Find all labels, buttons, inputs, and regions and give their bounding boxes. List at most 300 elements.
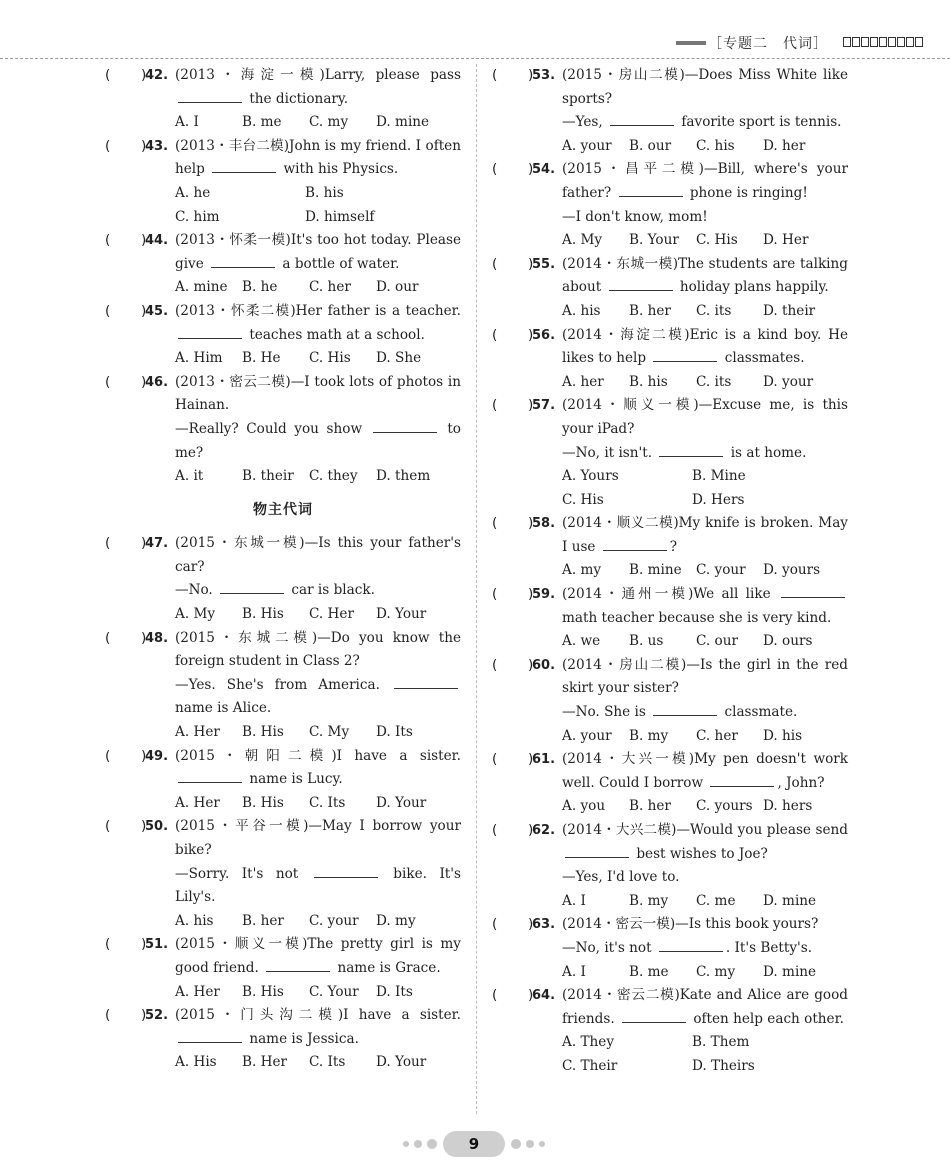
answer-option[interactable]: D. her	[763, 137, 806, 154]
question-item: ( ) 45. (2013・怀柔二模)Her father is a teacher. teaches math at a school. A. Him B. He C. His D. She	[105, 300, 461, 371]
question-stem	[175, 1004, 461, 1051]
answer-options	[562, 465, 848, 512]
answer-option[interactable]: C. His	[562, 491, 604, 508]
answer-options	[562, 229, 848, 253]
question-stem-reply	[562, 937, 848, 961]
answer-option[interactable]: B. he	[242, 279, 278, 296]
answer-bracket[interactable]: ( )	[492, 586, 534, 603]
question-number: 56	[532, 327, 551, 343]
answer-blank[interactable]	[178, 770, 242, 783]
header-box	[843, 37, 851, 47]
question-text: (2015・门头沟二模)I have a sister.	[175, 1007, 461, 1024]
answer-bracket[interactable]: ( )	[105, 373, 147, 390]
question-text: best wishes to Joe?	[632, 845, 768, 862]
question-text: (2014・海淀二模)Eric is a kind boy. He likes to help	[562, 326, 848, 367]
answer-option[interactable]: A. her	[562, 373, 604, 390]
section-title: 物主代词	[253, 501, 313, 518]
answer-options	[562, 961, 848, 985]
answer-option[interactable]: D. Your	[376, 794, 427, 811]
answer-blank[interactable]	[314, 865, 378, 878]
answer-option[interactable]: D. hers	[763, 798, 813, 815]
answer-option[interactable]: D. our	[376, 279, 419, 296]
answer-option[interactable]: A. His	[175, 1054, 217, 1071]
answer-options	[562, 890, 848, 914]
question-text: teaches math at a school.	[245, 326, 425, 343]
dot-decoration	[403, 1141, 409, 1147]
question-number: 49	[145, 748, 164, 764]
answer-option[interactable]: A. Her	[175, 724, 220, 741]
question-text: , John?	[777, 774, 825, 791]
question-text: with his Physics.	[279, 161, 399, 178]
answer-option[interactable]: C. our	[696, 633, 738, 650]
question-stem	[562, 748, 848, 795]
answer-option[interactable]: B. her	[629, 798, 671, 815]
answer-bracket[interactable]: ( )	[492, 656, 534, 673]
question-stem	[175, 933, 461, 980]
answer-bracket[interactable]: ( )	[105, 818, 147, 835]
answer-option[interactable]: B. He	[242, 350, 281, 367]
answer-option[interactable]: A. your	[562, 137, 612, 154]
answer-option[interactable]: D. their	[763, 302, 816, 319]
right-column	[492, 64, 848, 1079]
question-text: —No, it isn't.	[562, 444, 657, 461]
answer-options	[175, 182, 461, 229]
answer-option[interactable]: D. Your	[376, 606, 427, 623]
question-text: (2013・怀柔一模)It's too hot today. Please give	[175, 232, 461, 272]
question-text: —Yes. She's from America.	[175, 676, 391, 693]
answer-option[interactable]: D. mine	[376, 114, 430, 131]
header-title: ［专题二 代词］	[708, 36, 828, 52]
answer-blank[interactable]	[653, 349, 717, 362]
header-box	[852, 37, 860, 47]
question-stem	[562, 512, 848, 559]
answer-option[interactable]: A. his	[562, 302, 601, 319]
answer-options	[562, 630, 848, 654]
question-stem	[562, 654, 848, 701]
answer-option[interactable]: D. She	[376, 350, 422, 367]
question-stem	[562, 583, 848, 630]
question-stem	[175, 135, 461, 182]
question-text: holiday plans happily.	[675, 279, 829, 296]
question-stem	[562, 64, 848, 111]
question-stem-reply	[562, 866, 848, 890]
answer-option[interactable]: A. you	[562, 798, 606, 815]
question-stem-reply	[562, 111, 848, 135]
answer-option[interactable]: D. your	[763, 373, 814, 390]
answer-option[interactable]: D. Her	[763, 232, 809, 249]
answer-bracket[interactable]: ( )	[105, 232, 147, 249]
answer-option[interactable]: A. They	[562, 1034, 615, 1051]
answer-option[interactable]: A. Yours	[562, 468, 619, 485]
page-header	[0, 0, 950, 59]
answer-options	[562, 300, 848, 324]
question-number: 58	[532, 516, 551, 532]
answer-option[interactable]: B. his	[305, 184, 344, 201]
answer-bracket[interactable]: ( )	[105, 1007, 147, 1024]
answer-option[interactable]: B. His	[242, 724, 284, 741]
answer-option[interactable]: C. your	[696, 562, 746, 579]
answer-bracket[interactable]: ( )	[105, 629, 147, 646]
answer-blank[interactable]	[781, 585, 845, 598]
question-stem-reply	[175, 579, 461, 603]
answer-blank[interactable]	[622, 1010, 686, 1023]
answer-blank[interactable]	[178, 1030, 242, 1043]
column-divider	[476, 64, 477, 1114]
answer-bracket[interactable]: ( )	[492, 751, 534, 768]
question-text: (2013・丰台二模)John is my friend. I often help	[175, 137, 461, 178]
header-box	[897, 37, 905, 47]
question-text: favorite sport is tennis.	[677, 114, 842, 131]
answer-option[interactable]: C. your	[309, 912, 359, 929]
question-number: 45	[145, 303, 164, 319]
question-number: 48	[145, 630, 164, 646]
question-stem	[562, 913, 848, 937]
question-text: to me?	[175, 420, 461, 461]
question-text: (2014・通州一模)We all like	[562, 586, 778, 603]
answer-option[interactable]: B. Them	[692, 1034, 750, 1051]
question-stem	[175, 532, 461, 579]
answer-blank[interactable]	[619, 184, 683, 197]
dot-decoration	[414, 1140, 422, 1148]
question-item: ( ) 53. (2015・房山二模)—Does Miss White like sports? —Yes, favorite sport is tennis. A. your B. our C. his D. her	[492, 64, 848, 158]
answer-option[interactable]: C. Your	[309, 983, 359, 1000]
answer-bracket[interactable]: ( )	[105, 936, 147, 953]
answer-option[interactable]: C. its	[696, 373, 732, 390]
answer-blank[interactable]	[659, 444, 723, 457]
question-item: ( ) 60. (2014・房山二模)—Is the girl in the red skirt your sister? —No. She is classmate. A. your B. my C. her D. his	[492, 654, 848, 748]
question-text: is at home.	[726, 444, 807, 461]
answer-blank[interactable]	[266, 959, 330, 972]
answer-option[interactable]: B. Mine	[692, 468, 746, 485]
question-stem	[175, 229, 461, 276]
question-text: classmates.	[720, 350, 805, 367]
question-stem	[175, 371, 461, 418]
question-stem	[562, 324, 848, 371]
answer-option[interactable]: B. my	[629, 892, 669, 909]
answer-option[interactable]: D. Theirs	[692, 1057, 755, 1074]
answer-options	[562, 371, 848, 395]
answer-bracket[interactable]: ( )	[492, 326, 534, 343]
answer-option[interactable]: C. its	[696, 302, 732, 319]
answer-option[interactable]: D. my	[376, 912, 416, 929]
answer-option[interactable]: D. himself	[305, 208, 375, 225]
answer-bracket[interactable]: ( )	[492, 255, 534, 272]
question-item: ( ) 63. (2014・密云一模)—Is this book yours? —No, it's not . It's Betty's. A. I B. me C. my D. mine	[492, 913, 848, 984]
answer-option[interactable]: A. I	[562, 963, 586, 980]
answer-blank[interactable]	[178, 326, 242, 339]
question-number: 55	[532, 256, 551, 272]
answer-option[interactable]: C. my	[309, 114, 349, 131]
answer-option[interactable]: A. I	[175, 114, 199, 131]
header-box	[861, 37, 869, 47]
question-text: classmate.	[720, 704, 798, 721]
question-text: —No, it's not	[562, 939, 656, 956]
question-text: (2013・怀柔二模)Her father is a teacher.	[175, 302, 461, 319]
answer-option[interactable]: C. His	[696, 232, 738, 249]
answer-options	[175, 603, 461, 627]
header-box	[915, 37, 923, 47]
question-stem	[562, 394, 848, 441]
answer-blank[interactable]	[710, 774, 774, 787]
question-text: (2014・房山二模)—Is the girl in the red skirt your sister?	[562, 656, 848, 697]
answer-blank[interactable]	[565, 845, 629, 858]
answer-options	[175, 721, 461, 745]
answer-option[interactable]: D. them	[376, 468, 431, 485]
question-item: ( ) 49. (2015・朝阳二模)I have a sister. name is Lucy. A. Her B. His C. Its D. Your	[105, 745, 461, 816]
answer-option[interactable]: A. I	[562, 892, 586, 909]
answer-bracket[interactable]: ( )	[492, 161, 534, 178]
answer-option[interactable]: D. Hers	[692, 491, 745, 508]
answer-option[interactable]: B. her	[629, 302, 671, 319]
question-text: —Yes, I'd love to.	[562, 869, 680, 886]
question-text: name is Lucy.	[245, 771, 343, 788]
question-text: name is Alice.	[175, 700, 272, 717]
question-text: often help each other.	[689, 1010, 844, 1027]
answer-option[interactable]: D. ours	[763, 633, 813, 650]
answer-options	[175, 276, 461, 300]
answer-option[interactable]: D. mine	[763, 892, 817, 909]
question-text: name is Jessica.	[245, 1030, 359, 1047]
answer-option[interactable]: D. Its	[376, 983, 413, 1000]
answer-option[interactable]: B. His	[242, 606, 284, 623]
answer-options	[175, 1051, 461, 1075]
question-stem	[175, 300, 461, 347]
question-item: ( ) 64. (2014・密云二模)Kate and Alice are good friends. often help each other. A. They B. Them C. Their D. Theirs	[492, 984, 848, 1078]
answer-blank[interactable]	[653, 703, 717, 716]
answer-option[interactable]: A. Him	[175, 350, 223, 367]
answer-option[interactable]: B. me	[242, 114, 282, 131]
question-item: ( ) 48. (2015・东城二模)—Do you know the foreign student in Class 2? —Yes. She's from America. name is Alice. A. Her B. His C. My D. Its	[105, 627, 461, 745]
question-number: 50	[145, 819, 164, 835]
answer-option[interactable]: D. his	[763, 727, 803, 744]
question-number: 46	[145, 374, 164, 390]
question-item: ( ) 43. (2013・丰台二模)John is my friend. I often help with his Physics. A. he B. his C. him D. himself	[105, 135, 461, 229]
question-text: phone is ringing!	[685, 184, 808, 201]
answer-option[interactable]: B. us	[629, 633, 664, 650]
answer-option[interactable]: C. My	[309, 724, 350, 741]
answer-bracket[interactable]: ( )	[105, 747, 147, 764]
answer-bracket[interactable]: ( )	[105, 67, 147, 83]
answer-option[interactable]: B. His	[242, 794, 284, 811]
answer-option[interactable]: C. her	[696, 727, 738, 744]
answer-blank[interactable]	[211, 255, 275, 268]
answer-bracket[interactable]: ( )	[492, 397, 534, 414]
header-box	[906, 37, 914, 47]
answer-options	[562, 725, 848, 749]
question-text: (2014・大兴一模)My pen doesn't work well. Could I borrow	[562, 751, 848, 791]
question-number: 61	[532, 752, 551, 768]
answer-option[interactable]: C. Her	[309, 606, 354, 623]
question-text: (2014・大兴二模)—Would you please send	[562, 822, 848, 838]
answer-options	[562, 1031, 848, 1078]
answer-bracket[interactable]: ( )	[105, 137, 147, 154]
question-item: ( ) 56. (2014・海淀二模)Eric is a kind boy. He likes to help classmates. A. her B. his C. its D. your	[492, 324, 848, 395]
question-stem-reply	[175, 863, 461, 910]
answer-options	[175, 111, 461, 135]
question-number: 43	[145, 138, 164, 154]
answer-option[interactable]: A. Her	[175, 794, 220, 811]
answer-option[interactable]: B. my	[629, 727, 669, 744]
answer-option[interactable]: C. Its	[309, 1054, 346, 1071]
question-text: (2013・海淀一模)Larry, please pass	[175, 67, 461, 83]
answer-option[interactable]: C. Its	[309, 794, 346, 811]
question-number: 64	[532, 988, 551, 1004]
answer-options	[562, 135, 848, 159]
answer-option[interactable]: B. Your	[629, 232, 679, 249]
answer-option[interactable]: B. their	[242, 468, 294, 485]
question-text: (2014・密云二模)Kate and Alice are good friends.	[562, 987, 848, 1027]
dot-decoration	[526, 1140, 534, 1148]
question-text: —Yes,	[562, 114, 608, 131]
answer-option[interactable]: A. my	[562, 562, 602, 579]
answer-blank[interactable]	[373, 420, 437, 433]
question-number: 51	[145, 937, 164, 953]
answer-bracket[interactable]: ( )	[492, 515, 534, 532]
answer-blank[interactable]	[603, 538, 667, 551]
question-item: ( ) 55. (2014・东城一模)The students are talking about holiday plans happily. A. his B. her C. its D. their	[492, 253, 848, 324]
header-box	[870, 37, 878, 47]
answer-option[interactable]: B. mine	[629, 562, 682, 579]
question-text: a bottle of water.	[278, 255, 400, 272]
question-text: . It's Betty's.	[725, 939, 813, 956]
question-number: 60	[532, 657, 551, 673]
answer-option[interactable]: A. your	[562, 727, 612, 744]
question-number: 57	[532, 398, 551, 414]
question-item: ( ) 54. (2015・昌平二模)—Bill, where's your father? phone is ringing! —I don't know, mom! A. My B. Your C. His D. Her	[492, 158, 848, 252]
question-text: the dictionary.	[245, 90, 349, 107]
question-item: ( ) 42. (2013・海淀一模)Larry, please pass the dictionary. A. I B. me C. my D. mine	[105, 64, 461, 135]
answer-option[interactable]: A. My	[175, 606, 216, 623]
question-number: 52	[145, 1008, 164, 1024]
question-number: 47	[145, 536, 164, 552]
answer-bracket[interactable]: ( )	[492, 916, 534, 933]
question-stem-reply	[175, 418, 461, 465]
answer-option[interactable]: A. his	[175, 912, 214, 929]
answer-option[interactable]: B. me	[629, 963, 669, 980]
answer-bracket[interactable]: ( )	[105, 302, 147, 319]
answer-options	[175, 347, 461, 371]
dot-decoration	[511, 1139, 521, 1149]
answer-option[interactable]: B. our	[629, 137, 672, 154]
question-stem-reply	[175, 674, 461, 721]
answer-option[interactable]: A. mine	[175, 279, 228, 296]
answer-option[interactable]: C. him	[175, 208, 220, 225]
answer-options	[562, 559, 848, 583]
answer-option[interactable]: B. her	[242, 912, 284, 929]
question-text: (2015・平谷一模)—May I borrow your bike?	[175, 818, 461, 858]
answer-option[interactable]: B. his	[629, 373, 668, 390]
dot-decoration	[427, 1139, 437, 1149]
question-number: 54	[532, 162, 551, 178]
question-text: car is black.	[287, 582, 375, 599]
page-number: 9	[443, 1131, 505, 1157]
answer-blank[interactable]	[178, 90, 242, 103]
answer-blank[interactable]	[610, 113, 674, 126]
question-item: ( ) 52. (2015・门头沟二模)I have a sister. name is Jessica. A. His B. Her C. Its D. Your	[105, 1004, 461, 1075]
question-text: (2015・东城二模)—Do you know the foreign student in Class 2?	[175, 629, 461, 670]
answer-option[interactable]: A. he	[175, 184, 211, 201]
question-number: 59	[532, 587, 551, 603]
answer-option[interactable]: C. Their	[562, 1057, 618, 1074]
question-item: ( ) 44. (2013・怀柔一模)It's too hot today. Please give a bottle of water. A. mine B. he C. her D. our	[105, 229, 461, 300]
answer-option[interactable]: C. they	[309, 468, 358, 485]
question-stem	[175, 815, 461, 862]
answer-option[interactable]: C. yours	[696, 798, 753, 815]
answer-option[interactable]: D. Its	[376, 724, 413, 741]
answer-options	[175, 465, 461, 489]
question-text: (2014・顺义一模)—Excuse me, is this your iPad?	[562, 397, 848, 437]
answer-bracket[interactable]: ( )	[492, 67, 534, 83]
question-number: 53	[532, 68, 551, 83]
question-item: ( ) 61. (2014・大兴一模)My pen doesn't work well. Could I borrow , John? A. you B. her C. yours D. hers	[492, 748, 848, 819]
question-stem-reply	[562, 442, 848, 466]
answer-bracket[interactable]: ( )	[492, 987, 534, 1004]
answer-option[interactable]: D. Your	[376, 1054, 427, 1071]
answer-option[interactable]: A. My	[562, 232, 603, 249]
question-text: (2015・东城一模)—Is this your father's car?	[175, 535, 461, 575]
answer-option[interactable]: A. it	[175, 468, 204, 485]
answer-options	[175, 910, 461, 934]
question-item: ( ) 57. (2014・顺义一模)—Excuse me, is this your iPad? —No, it isn't. is at home. A. Yours B. Mine C. His D. Hers	[492, 394, 848, 512]
answer-blank[interactable]	[609, 278, 673, 291]
question-text: (2014・顺义二模)My knife is broken. May I use	[562, 515, 848, 555]
question-number: 63	[532, 917, 551, 933]
header-box	[879, 37, 887, 47]
question-text: —I don't know, mom!	[562, 208, 708, 225]
answer-option[interactable]: A. Her	[175, 983, 220, 1000]
question-item: ( ) 46. (2013・密云二模)—I took lots of photos in Hainan. —Really? Could you show to me? A. it B. their C. they D. them	[105, 371, 461, 489]
answer-option[interactable]: A. we	[562, 633, 601, 650]
question-number: 62	[532, 823, 551, 838]
page-footer	[0, 1131, 950, 1157]
question-text: (2013・密云二模)—I took lots of photos in Hainan.	[175, 373, 461, 414]
answer-option[interactable]: C. his	[696, 137, 735, 154]
question-stem	[562, 984, 848, 1031]
answer-blank[interactable]	[220, 581, 284, 594]
question-text: math teacher because she is very kind.	[562, 609, 832, 626]
header-box	[888, 37, 896, 47]
answer-option[interactable]: C. His	[309, 350, 351, 367]
question-item: ( ) 58. (2014・顺义二模)My knife is broken. May I use ? A. my B. mine C. your D. yours	[492, 512, 848, 583]
answer-blank[interactable]	[394, 676, 458, 689]
answer-option[interactable]: D. mine	[763, 963, 817, 980]
answer-options	[175, 792, 461, 816]
answer-option[interactable]: C. me	[696, 892, 736, 909]
header-rule	[676, 41, 706, 45]
answer-option[interactable]: D. yours	[763, 562, 821, 579]
answer-bracket[interactable]: ( )	[492, 822, 534, 838]
question-text: —No. She is	[562, 704, 651, 721]
question-item: ( ) 51. (2015・顺义一模)The pretty girl is my good friend. name is Grace. A. Her B. His C. Your D. Its	[105, 933, 461, 1004]
question-stem	[562, 158, 848, 205]
answer-blank[interactable]	[659, 939, 723, 952]
question-item: ( ) 59. (2014・通州一模)We all like math teacher because she is very kind. A. we B. us C. our D. ours	[492, 583, 848, 654]
question-text: (2015・昌平二模)—Bill, where's your father?	[562, 161, 848, 201]
question-text: bike. It's Lily's.	[175, 865, 461, 906]
question-stem	[562, 819, 848, 866]
answer-option[interactable]: C. her	[309, 279, 351, 296]
question-text: ?	[669, 538, 678, 555]
answer-option[interactable]: B. Her	[242, 1054, 288, 1071]
answer-option[interactable]: B. His	[242, 983, 284, 1000]
question-text: —No.	[175, 582, 218, 599]
answer-blank[interactable]	[212, 160, 276, 173]
answer-bracket[interactable]: ( )	[105, 535, 147, 552]
answer-option[interactable]: C. my	[696, 963, 736, 980]
answer-options	[175, 981, 461, 1005]
question-text: (2014・东城一模)The students are talking about	[562, 255, 848, 296]
question-stem	[175, 745, 461, 792]
